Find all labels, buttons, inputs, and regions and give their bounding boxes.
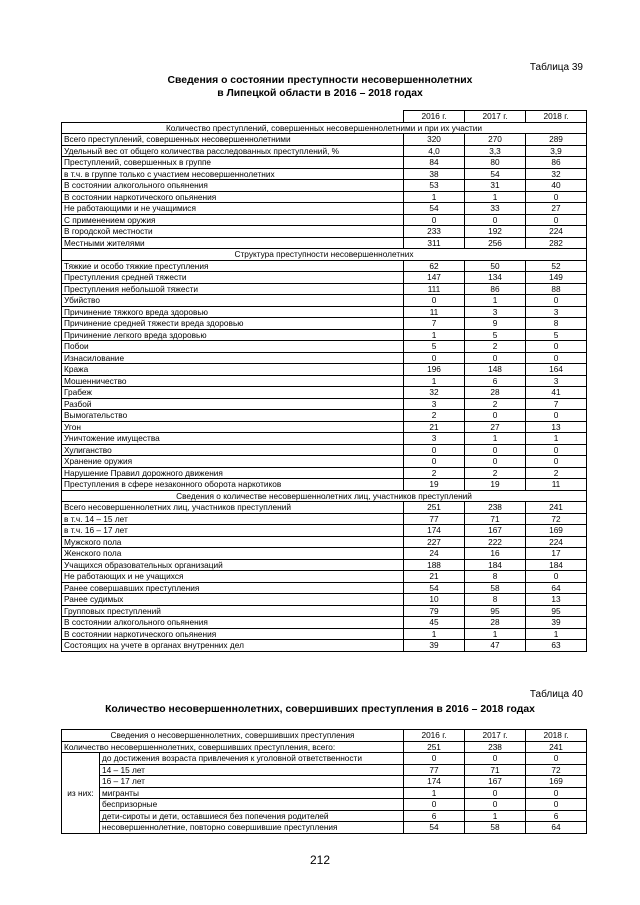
table-row xyxy=(62,260,587,272)
table-row xyxy=(62,387,587,399)
value-cell: 54 xyxy=(404,822,465,834)
value-cell: 19 xyxy=(404,479,465,491)
row-label: Всего несовершеннолетних лиц, участников преступлений xyxy=(62,502,404,514)
table-row xyxy=(62,237,587,249)
value-cell: 0 xyxy=(465,753,526,765)
value-cell: 2 xyxy=(465,398,526,410)
row-label: дети-сироты и дети, оставшиеся без попечения родителей xyxy=(100,810,404,822)
row-label: Уничтожение имущества xyxy=(62,433,404,445)
table-row xyxy=(62,764,587,776)
value-cell: 6 xyxy=(526,810,587,822)
value-cell: 0 xyxy=(526,295,587,307)
value-cell: 167 xyxy=(465,776,526,788)
value-cell: 227 xyxy=(404,536,465,548)
row-label: Нарушение Правил дорожного движения xyxy=(62,467,404,479)
value-cell: 2 xyxy=(465,341,526,353)
value-cell: 0 xyxy=(526,191,587,203)
value-cell: 9 xyxy=(465,318,526,330)
table-row xyxy=(62,571,587,583)
value-cell: 62 xyxy=(404,260,465,272)
value-cell: 64 xyxy=(526,582,587,594)
value-cell: 1 xyxy=(465,628,526,640)
value-cell: 7 xyxy=(404,318,465,330)
value-cell: 71 xyxy=(465,764,526,776)
row-label: Изнасилование xyxy=(62,352,404,364)
row-label: Вымогательство xyxy=(62,410,404,422)
table-row xyxy=(62,203,587,215)
row-label: Не работающими и не учащимися xyxy=(62,203,404,215)
value-cell: 0 xyxy=(404,352,465,364)
year-header: 2018 г. xyxy=(526,111,587,123)
value-cell: 0 xyxy=(526,456,587,468)
table-row xyxy=(62,329,587,341)
value-cell: 10 xyxy=(404,594,465,606)
table-row xyxy=(62,479,587,491)
table-40-header-row xyxy=(62,730,587,742)
value-cell: 1 xyxy=(404,375,465,387)
value-cell: 282 xyxy=(526,237,587,249)
value-cell: 16 xyxy=(465,548,526,560)
value-cell: 238 xyxy=(465,502,526,514)
table-row xyxy=(62,421,587,433)
section-heading: Количество преступлений, совершенных несовершеннолетними и при их участии xyxy=(62,122,587,134)
value-cell: 3 xyxy=(404,398,465,410)
value-cell: 311 xyxy=(404,237,465,249)
table-row xyxy=(62,513,587,525)
row-label: Разбой xyxy=(62,398,404,410)
value-cell: 95 xyxy=(465,605,526,617)
value-cell: 1 xyxy=(465,433,526,445)
row-label: Кража xyxy=(62,364,404,376)
row-label: В состоянии алкогольного опьянения xyxy=(62,617,404,629)
value-cell: 148 xyxy=(465,364,526,376)
value-cell: 5 xyxy=(465,329,526,341)
value-cell: 1 xyxy=(465,295,526,307)
group-label: из них: xyxy=(62,753,100,834)
row-label: Убийство xyxy=(62,295,404,307)
value-cell: 3 xyxy=(526,375,587,387)
table-row xyxy=(62,594,587,606)
value-cell: 1 xyxy=(465,191,526,203)
value-cell: 224 xyxy=(526,226,587,238)
section-heading-row xyxy=(62,490,587,502)
value-cell: 86 xyxy=(465,283,526,295)
row-label: 16 – 17 лет xyxy=(100,776,404,788)
value-cell: 58 xyxy=(465,822,526,834)
table-39-label: Таблица 39 xyxy=(529,62,583,73)
value-cell: 2 xyxy=(526,467,587,479)
value-cell: 50 xyxy=(465,260,526,272)
table-row xyxy=(62,582,587,594)
table-row xyxy=(62,467,587,479)
table-39-title-line1: Сведения о состоянии преступности несовершеннолетних xyxy=(167,75,473,86)
value-cell: 3,3 xyxy=(465,145,526,157)
table-row xyxy=(62,168,587,180)
value-cell: 1 xyxy=(526,433,587,445)
value-cell: 13 xyxy=(526,421,587,433)
value-cell: 4,0 xyxy=(404,145,465,157)
value-cell: 184 xyxy=(526,559,587,571)
value-cell: 3 xyxy=(526,306,587,318)
value-cell: 77 xyxy=(404,513,465,525)
page-number: 212 xyxy=(309,853,331,867)
value-cell: 111 xyxy=(404,283,465,295)
value-cell: 72 xyxy=(526,764,587,776)
row-label: В состоянии наркотического опьянения xyxy=(62,628,404,640)
table-row xyxy=(62,605,587,617)
table-40 xyxy=(61,729,587,834)
row-label: Грабеж xyxy=(62,387,404,399)
table-row xyxy=(62,502,587,514)
value-cell: 8 xyxy=(465,594,526,606)
value-cell: 54 xyxy=(404,582,465,594)
table-row xyxy=(62,787,587,799)
table-row xyxy=(62,352,587,364)
value-cell: 11 xyxy=(404,306,465,318)
value-cell: 6 xyxy=(404,810,465,822)
value-cell: 27 xyxy=(526,203,587,215)
table-row xyxy=(62,433,587,445)
row-label: Местными жителями xyxy=(62,237,404,249)
row-label: Причинение легкого вреда здоровью xyxy=(62,329,404,341)
row-label: В городской местности xyxy=(62,226,404,238)
value-cell: 0 xyxy=(465,799,526,811)
table-row xyxy=(62,214,587,226)
table-row xyxy=(62,822,587,834)
table-row xyxy=(62,375,587,387)
value-cell: 11 xyxy=(526,479,587,491)
value-cell: 0 xyxy=(404,456,465,468)
row-label: В состоянии наркотического опьянения xyxy=(62,191,404,203)
table-row xyxy=(62,364,587,376)
value-cell: 13 xyxy=(526,594,587,606)
value-cell: 0 xyxy=(404,444,465,456)
table-row xyxy=(62,272,587,284)
value-cell: 7 xyxy=(526,398,587,410)
value-cell: 134 xyxy=(465,272,526,284)
value-cell: 5 xyxy=(526,329,587,341)
value-cell: 0 xyxy=(465,787,526,799)
value-cell: 0 xyxy=(526,571,587,583)
value-cell: 224 xyxy=(526,536,587,548)
value-cell: 1 xyxy=(404,628,465,640)
value-cell: 32 xyxy=(404,387,465,399)
value-cell: 8 xyxy=(465,571,526,583)
row-label: Преступления небольшой тяжести xyxy=(62,283,404,295)
row-label: Учащихся образовательных организаций xyxy=(62,559,404,571)
section-heading-row xyxy=(62,122,587,134)
value-cell: 3 xyxy=(404,433,465,445)
value-cell: 21 xyxy=(404,421,465,433)
row-label: Мужского пола xyxy=(62,536,404,548)
table-39-header-row xyxy=(62,111,587,123)
row-label: Мошенничество xyxy=(62,375,404,387)
value-cell: 95 xyxy=(526,605,587,617)
row-label: до достижения возраста привлечения к уголовной ответственности xyxy=(100,753,404,765)
value-cell: 27 xyxy=(465,421,526,433)
value-cell: 169 xyxy=(526,776,587,788)
value-cell: 5 xyxy=(404,341,465,353)
value-cell: 174 xyxy=(404,525,465,537)
value-cell: 52 xyxy=(526,260,587,272)
value-cell: 80 xyxy=(465,157,526,169)
year-header: 2017 г. xyxy=(465,730,526,742)
value-cell: 2 xyxy=(404,467,465,479)
total-row xyxy=(62,741,587,753)
table-row xyxy=(62,628,587,640)
value-cell: 1 xyxy=(526,628,587,640)
value-cell: 32 xyxy=(526,168,587,180)
value-cell: 64 xyxy=(526,822,587,834)
value-cell: 17 xyxy=(526,548,587,560)
table-row xyxy=(62,157,587,169)
value-cell: 233 xyxy=(404,226,465,238)
row-label: Ранее судимых xyxy=(62,594,404,606)
section-heading: Сведения о количестве несовершеннолетних лиц, участников преступлений xyxy=(62,490,587,502)
table-row xyxy=(62,810,587,822)
value-cell: 0 xyxy=(465,444,526,456)
value-cell: 72 xyxy=(526,513,587,525)
table-row xyxy=(62,559,587,571)
table-39-title xyxy=(0,74,640,100)
value-cell: 0 xyxy=(404,295,465,307)
value-cell: 0 xyxy=(526,799,587,811)
total-label: Количество несовершеннолетних, совершивших преступления, всего: xyxy=(62,741,404,753)
value-cell: 28 xyxy=(465,617,526,629)
row-label: С применением оружия xyxy=(62,214,404,226)
value-cell: 0 xyxy=(465,352,526,364)
year-header: 2018 г. xyxy=(526,730,587,742)
value-cell: 54 xyxy=(465,168,526,180)
row-label: Хранение оружия xyxy=(62,456,404,468)
table-row xyxy=(62,753,587,765)
value-cell: 241 xyxy=(526,502,587,514)
value-cell: 1 xyxy=(404,191,465,203)
value-cell: 270 xyxy=(465,134,526,146)
value-cell: 79 xyxy=(404,605,465,617)
row-label: Преступления средней тяжести xyxy=(62,272,404,284)
table-row xyxy=(62,536,587,548)
value-cell: 167 xyxy=(465,525,526,537)
table-row xyxy=(62,799,587,811)
header-blank-cell xyxy=(62,111,404,123)
row-label: Тяжкие и особо тяжкие преступления xyxy=(62,260,404,272)
value-cell: 2 xyxy=(404,410,465,422)
value-cell: 241 xyxy=(526,741,587,753)
row-label: в т.ч. 14 – 15 лет xyxy=(62,513,404,525)
value-cell: 289 xyxy=(526,134,587,146)
value-cell: 0 xyxy=(465,456,526,468)
value-cell: 3,9 xyxy=(526,145,587,157)
row-label: Не работающих и не учащихся xyxy=(62,571,404,583)
value-cell: 39 xyxy=(404,640,465,652)
row-label: в т.ч. 16 – 17 лет xyxy=(62,525,404,537)
section-heading: Структура преступности несовершеннолетних xyxy=(62,249,587,261)
row-label: Преступлений, совершенных в группе xyxy=(62,157,404,169)
value-cell: 0 xyxy=(526,444,587,456)
table-39-title-line2: в Липецкой области в 2016 – 2018 годах xyxy=(217,88,423,99)
table-row xyxy=(62,398,587,410)
row-label: В состоянии алкогольного опьянения xyxy=(62,180,404,192)
value-cell: 188 xyxy=(404,559,465,571)
section-heading-row xyxy=(62,249,587,261)
value-cell: 54 xyxy=(404,203,465,215)
table-row xyxy=(62,145,587,157)
table-row xyxy=(62,640,587,652)
value-cell: 196 xyxy=(404,364,465,376)
table-row xyxy=(62,525,587,537)
value-cell: 77 xyxy=(404,764,465,776)
value-cell: 0 xyxy=(465,410,526,422)
value-cell: 251 xyxy=(404,502,465,514)
value-cell: 41 xyxy=(526,387,587,399)
value-cell: 0 xyxy=(526,352,587,364)
row-label: в т.ч. в группе только с участием несовершеннолетних xyxy=(62,168,404,180)
value-cell: 0 xyxy=(404,214,465,226)
value-cell: 47 xyxy=(465,640,526,652)
row-label: Причинение тяжкого вреда здоровью xyxy=(62,306,404,318)
value-cell: 33 xyxy=(465,203,526,215)
value-cell: 0 xyxy=(465,214,526,226)
value-cell: 24 xyxy=(404,548,465,560)
value-cell: 40 xyxy=(526,180,587,192)
row-label: Преступления в сфере незаконного оборота наркотиков xyxy=(62,479,404,491)
value-cell: 0 xyxy=(404,799,465,811)
value-cell: 6 xyxy=(465,375,526,387)
value-cell: 0 xyxy=(526,787,587,799)
value-cell: 28 xyxy=(465,387,526,399)
table-row xyxy=(62,444,587,456)
table-39 xyxy=(61,110,587,652)
value-cell: 19 xyxy=(465,479,526,491)
value-cell: 164 xyxy=(526,364,587,376)
value-cell: 45 xyxy=(404,617,465,629)
table-row xyxy=(62,318,587,330)
value-cell: 1 xyxy=(404,787,465,799)
row-label: мигранты xyxy=(100,787,404,799)
row-label: беспризорные xyxy=(100,799,404,811)
table-row xyxy=(62,283,587,295)
row-label: Удельный вес от общего количества расследованных преступлений, % xyxy=(62,145,404,157)
value-cell: 71 xyxy=(465,513,526,525)
value-cell: 58 xyxy=(465,582,526,594)
value-cell: 1 xyxy=(404,329,465,341)
value-cell: 86 xyxy=(526,157,587,169)
table-row xyxy=(62,134,587,146)
value-cell: 147 xyxy=(404,272,465,284)
value-cell: 63 xyxy=(526,640,587,652)
row-label: Угон xyxy=(62,421,404,433)
value-cell: 256 xyxy=(465,237,526,249)
row-label: Состоящих на учете в органах внутренних дел xyxy=(62,640,404,652)
value-cell: 39 xyxy=(526,617,587,629)
value-cell: 8 xyxy=(526,318,587,330)
value-cell: 169 xyxy=(526,525,587,537)
value-cell: 38 xyxy=(404,168,465,180)
table-row xyxy=(62,456,587,468)
value-cell: 3 xyxy=(465,306,526,318)
value-cell: 0 xyxy=(526,214,587,226)
table-row xyxy=(62,410,587,422)
value-cell: 0 xyxy=(526,341,587,353)
table-row xyxy=(62,226,587,238)
value-cell: 184 xyxy=(465,559,526,571)
year-header: 2016 г. xyxy=(404,730,465,742)
value-cell: 1 xyxy=(465,810,526,822)
table-row xyxy=(62,548,587,560)
row-label: 14 – 15 лет xyxy=(100,764,404,776)
table-40-title: Количество несовершеннолетних, совершивших преступления в 2016 – 2018 годах xyxy=(105,704,535,715)
value-cell: 174 xyxy=(404,776,465,788)
value-cell: 31 xyxy=(465,180,526,192)
value-cell: 192 xyxy=(465,226,526,238)
table-row xyxy=(62,341,587,353)
table-40-header: Сведения о несовершеннолетних, совершивших преступления xyxy=(62,730,404,742)
value-cell: 2 xyxy=(465,467,526,479)
value-cell: 0 xyxy=(526,753,587,765)
row-label: Ранее совершавших преступления xyxy=(62,582,404,594)
table-row xyxy=(62,191,587,203)
year-header: 2016 г. xyxy=(404,111,465,123)
table-40-label: Таблица 40 xyxy=(529,689,583,700)
table-row xyxy=(62,617,587,629)
row-label: Хулиганство xyxy=(62,444,404,456)
table-row xyxy=(62,306,587,318)
value-cell: 0 xyxy=(404,753,465,765)
value-cell: 251 xyxy=(404,741,465,753)
value-cell: 238 xyxy=(465,741,526,753)
value-cell: 88 xyxy=(526,283,587,295)
value-cell: 320 xyxy=(404,134,465,146)
row-label: Причинение средней тяжести вреда здоровью xyxy=(62,318,404,330)
row-label: Побои xyxy=(62,341,404,353)
table-row xyxy=(62,180,587,192)
value-cell: 53 xyxy=(404,180,465,192)
value-cell: 21 xyxy=(404,571,465,583)
table-row xyxy=(62,776,587,788)
table-row xyxy=(62,295,587,307)
row-label: Групповых преступлений xyxy=(62,605,404,617)
value-cell: 84 xyxy=(404,157,465,169)
year-header: 2017 г. xyxy=(465,111,526,123)
value-cell: 222 xyxy=(465,536,526,548)
value-cell: 0 xyxy=(526,410,587,422)
row-label: Всего преступлений, совершенных несовершеннолетними xyxy=(62,134,404,146)
row-label: Женского пола xyxy=(62,548,404,560)
row-label: несовершеннолетние, повторно совершившие преступления xyxy=(100,822,404,834)
value-cell: 149 xyxy=(526,272,587,284)
